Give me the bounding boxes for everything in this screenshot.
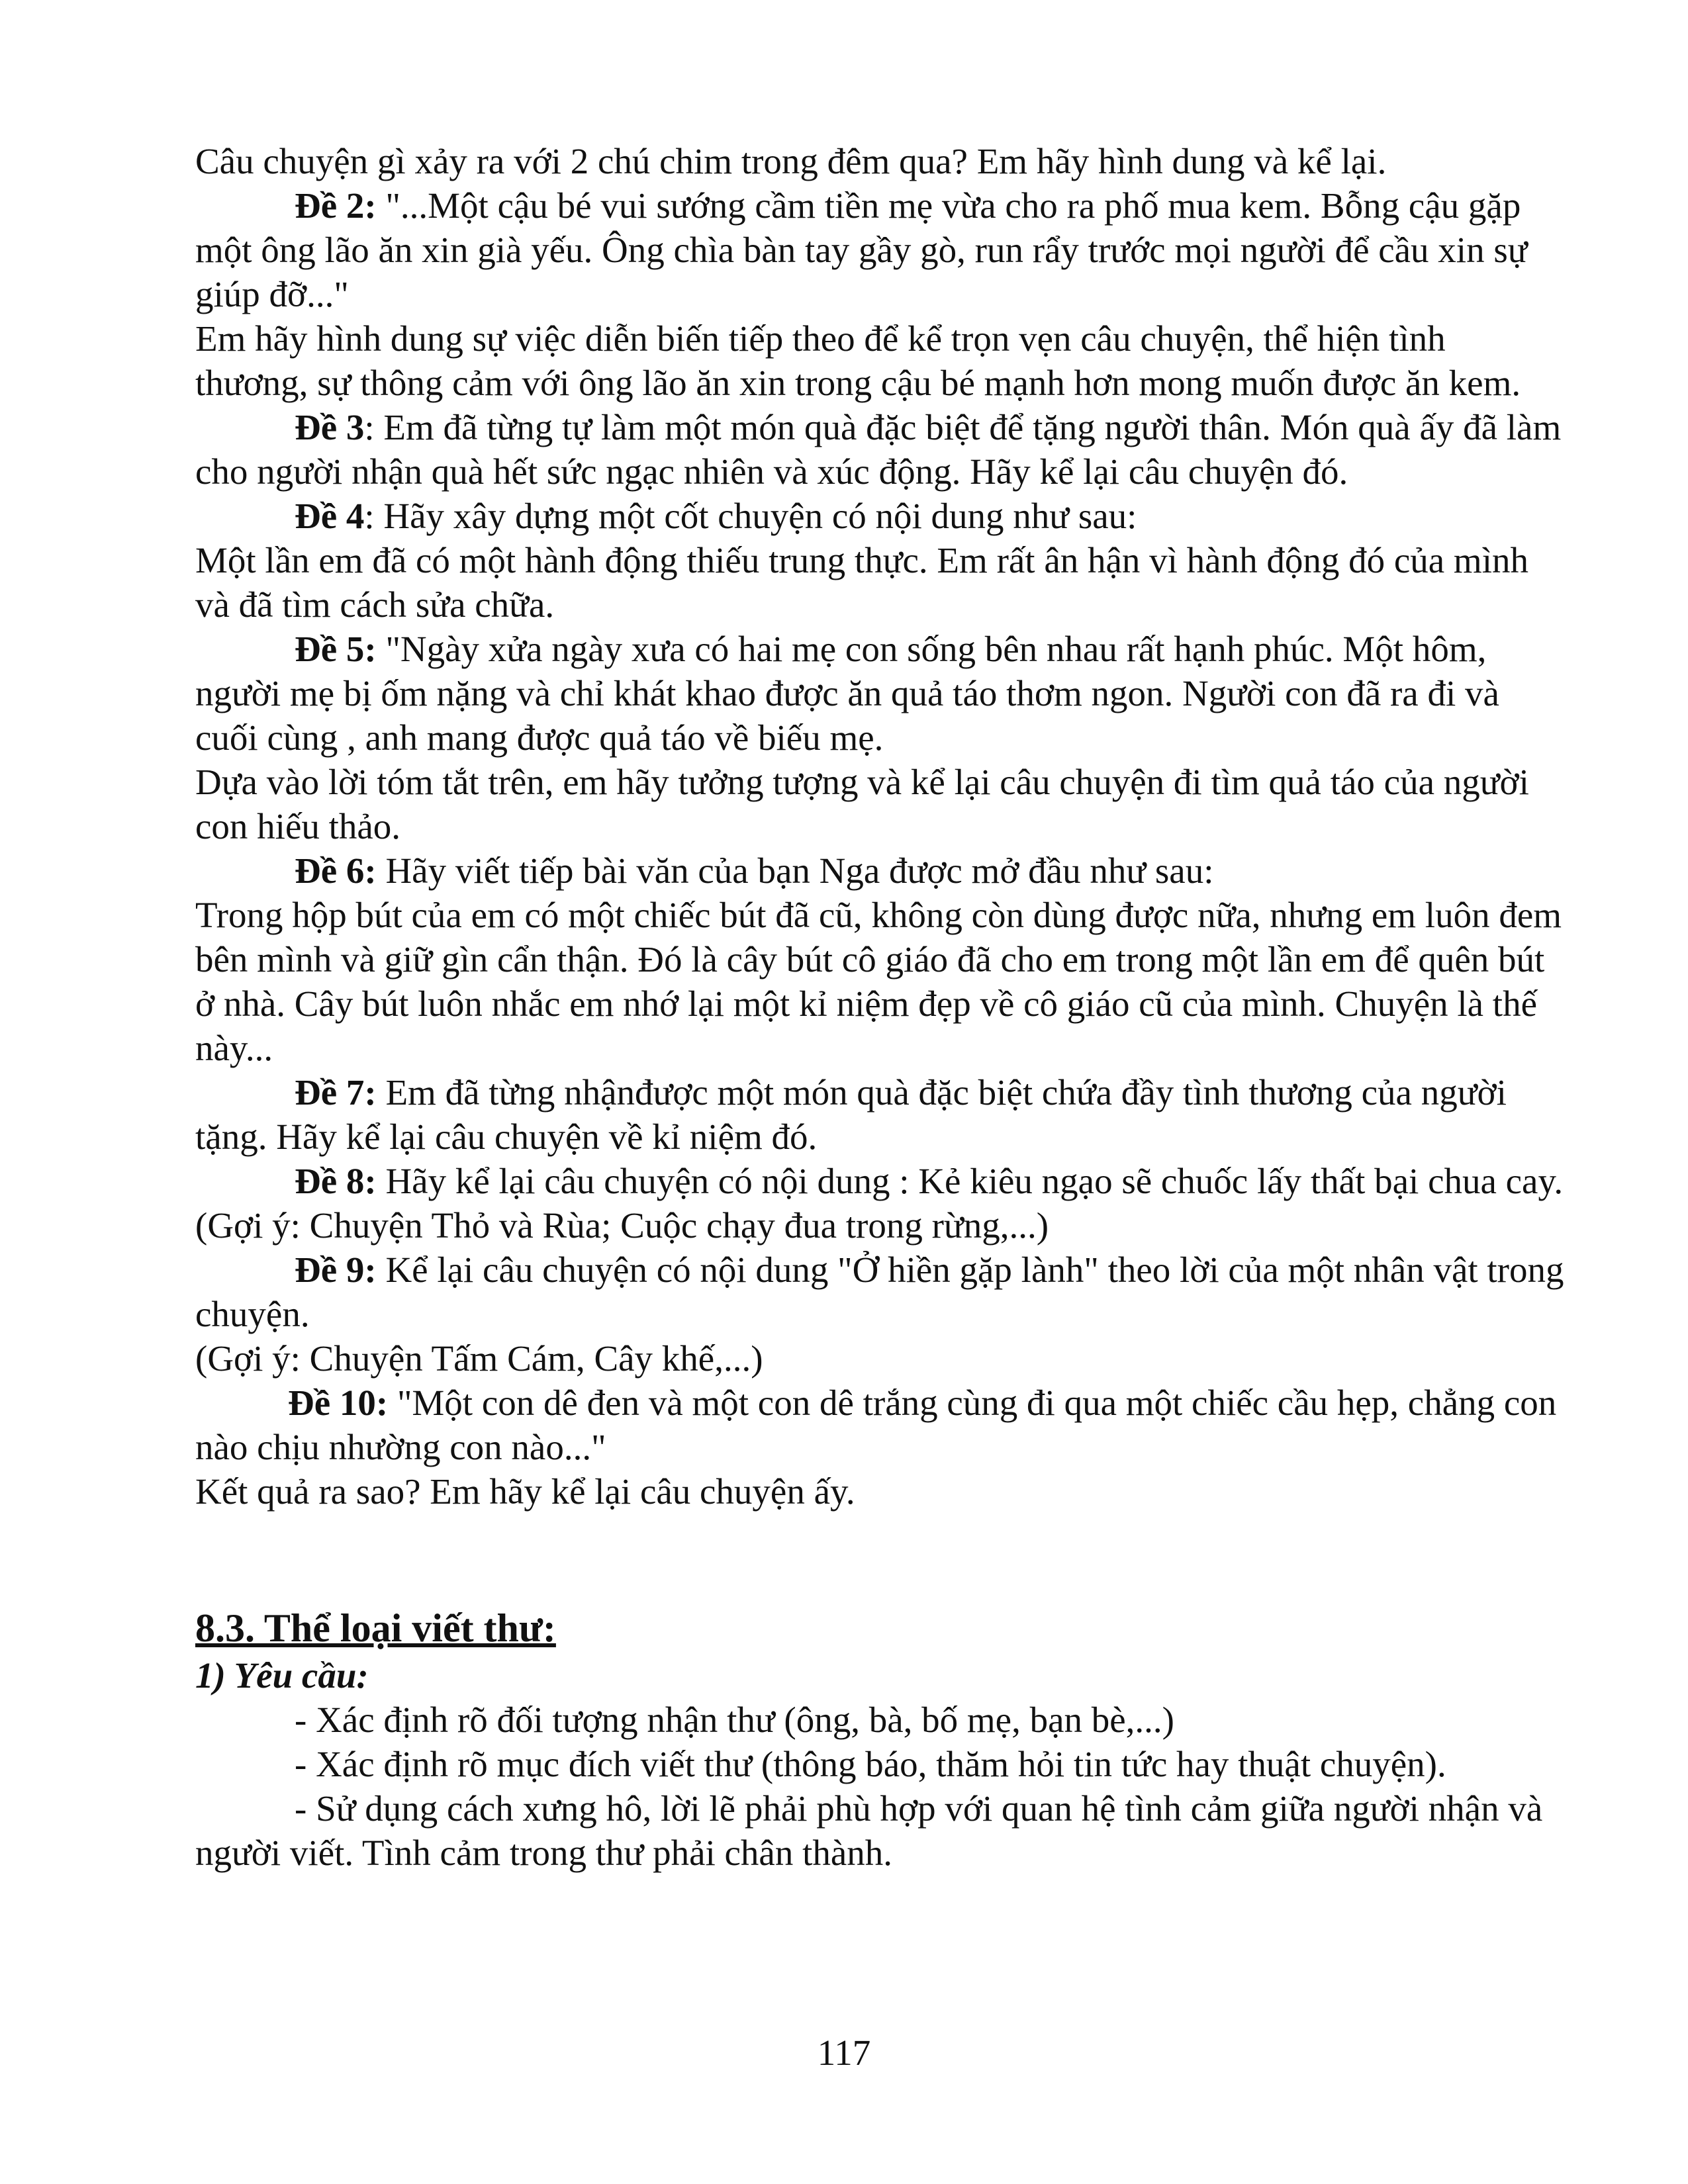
topic-text: : Hãy xây dựng một cốt chuyện có nội dung như sau: [364, 496, 1137, 536]
topic-text: Em đã từng nhậnđược một món quà đặc biệt chứa đầy tình thương của người tặng. Hãy kể lại câu chuyện về kỉ niệm đó. [195, 1072, 1507, 1157]
topic-6 [195, 848, 1566, 893]
page-number: 117 [817, 2032, 871, 2073]
topic-text: : Em đã từng tự làm một món quà đặc biệt để tặng người thân. Món quà ấy đã làm cho người nhận quà hết sức ngạc nhiên và xúc động. Hãy kể lại câu chuyện đó. [195, 407, 1562, 492]
document-page [195, 139, 1566, 1875]
topic-7 [195, 1070, 1566, 1159]
topic-4 [195, 494, 1566, 538]
topic-4-followup: Một lần em đã có một hành động thiếu trung thực. Em rất ân hận vì hành động đó của mình và đã tìm cách sửa chữa. [195, 540, 1528, 625]
topic-text: Hãy viết tiếp bài văn của bạn Nga được mở đầu như sau: [376, 850, 1214, 891]
topic-label: Đề 10: [288, 1383, 389, 1423]
topic-label: Đề 9: [295, 1250, 377, 1290]
topic-9 [195, 1248, 1566, 1336]
requirement-item: - Xác định rõ đối tượng nhận thư (ông, bà, bố mẹ, bạn bè,...) [295, 1700, 1174, 1740]
requirement-item: - Xác định rõ mục đích viết thư (thông báo, thăm hỏi tin tức hay thuật chuyện). [295, 1744, 1446, 1784]
topic-5 [195, 627, 1566, 760]
topic-8 [195, 1159, 1566, 1203]
requirement-item: - Sử dụng cách xưng hô, lời lẽ phải phù hợp với quan hệ tình cảm giữa người nhận và người viết. Tình cảm trong thư phải chân thành. [195, 1788, 1543, 1873]
topic-text: Kể lại câu chuyện có nội dung "Ở hiền gặp lành" theo lời của một nhân vật trong chuyện. [195, 1250, 1564, 1334]
topic-text: "Ngày xửa ngày xưa có hai mẹ con sống bên nhau rất hạnh phúc. Một hôm, người mẹ bị ốm nặng và chỉ khát khao được ăn quả táo thơm ngon. Người con đã ra đi và cuối cùng , anh mang được quả táo về biếu mẹ. [195, 629, 1499, 758]
topic-5-followup: Dựa vào lời tóm tắt trên, em hãy tưởng tượng và kể lại câu chuyện đi tìm quả táo của người con hiếu thảo. [195, 762, 1529, 846]
topic-label: Đề 3 [295, 407, 365, 447]
section-title: 8.3. Thể loại viết thư: [195, 1606, 556, 1650]
topic-label: Đề 7: [295, 1072, 377, 1113]
topic-9-hint: (Gợi ý: Chuyện Tấm Cám, Cây khế,...) [195, 1338, 763, 1379]
topic-2-followup: Em hãy hình dung sự việc diễn biến tiếp theo để kể trọn vẹn câu chuyện, thể hiện tình thương, sự thông cảm với ông lão ăn xin trong cậu bé mạnh hơn mong muốn được ăn kem. [195, 318, 1521, 403]
intro-line: Câu chuyện gì xảy ra với 2 chú chim trong đêm qua? Em hãy hình dung và kể lại. [195, 141, 1387, 181]
topic-label: Đề 5: [295, 629, 377, 669]
topic-label: Đề 2: [295, 185, 377, 226]
topic-label: Đề 6: [295, 850, 377, 891]
topic-text: Hãy kể lại câu chuyện có nội dung : Kẻ kiêu ngạo sẽ chuốc lấy thất bại chua cay. [376, 1161, 1564, 1201]
topic-8-hint: (Gợi ý: Chuyện Thỏ và Rùa; Cuộc chạy đua trong rừng,...) [195, 1205, 1049, 1246]
topic-text: "Một con dê đen và một con dê trắng cùng đi qua một chiếc cầu hẹp, chẳng con nào chịu nhường con nào..." [195, 1383, 1557, 1467]
topic-10-followup: Kết quả ra sao? Em hãy kể lại câu chuyện ấy. [195, 1471, 855, 1512]
topic-label: Đề 4 [295, 496, 365, 536]
topic-3 [195, 405, 1566, 494]
topic-6-followup: Trong hộp bút của em có một chiếc bút đã cũ, không còn dùng được nữa, nhưng em luôn đem bên mình và giữ gìn cẩn thận. Đó là cây bút cô giáo đã cho em trong một lần em để quên bút ở nhà. Cây bút luôn nhắc em nhớ lại một kỉ niệm đẹp về cô giáo cũ của mình. Chuyện là thế này... [195, 895, 1562, 1068]
topic-label: Đề 8: [295, 1161, 377, 1201]
section-subheading: 1) Yêu cầu: [195, 1655, 369, 1696]
topic-10 [195, 1381, 1566, 1469]
topic-2 [195, 183, 1566, 316]
topic-text: "...Một cậu bé vui sướng cầm tiền mẹ vừa cho ra phố mua kem. Bỗng cậu gặp một ông lão ăn xin già yếu. Ông chìa bàn tay gầy gò, run rẩy trước mọi người để cầu xin sự giúp đỡ..." [195, 185, 1528, 314]
